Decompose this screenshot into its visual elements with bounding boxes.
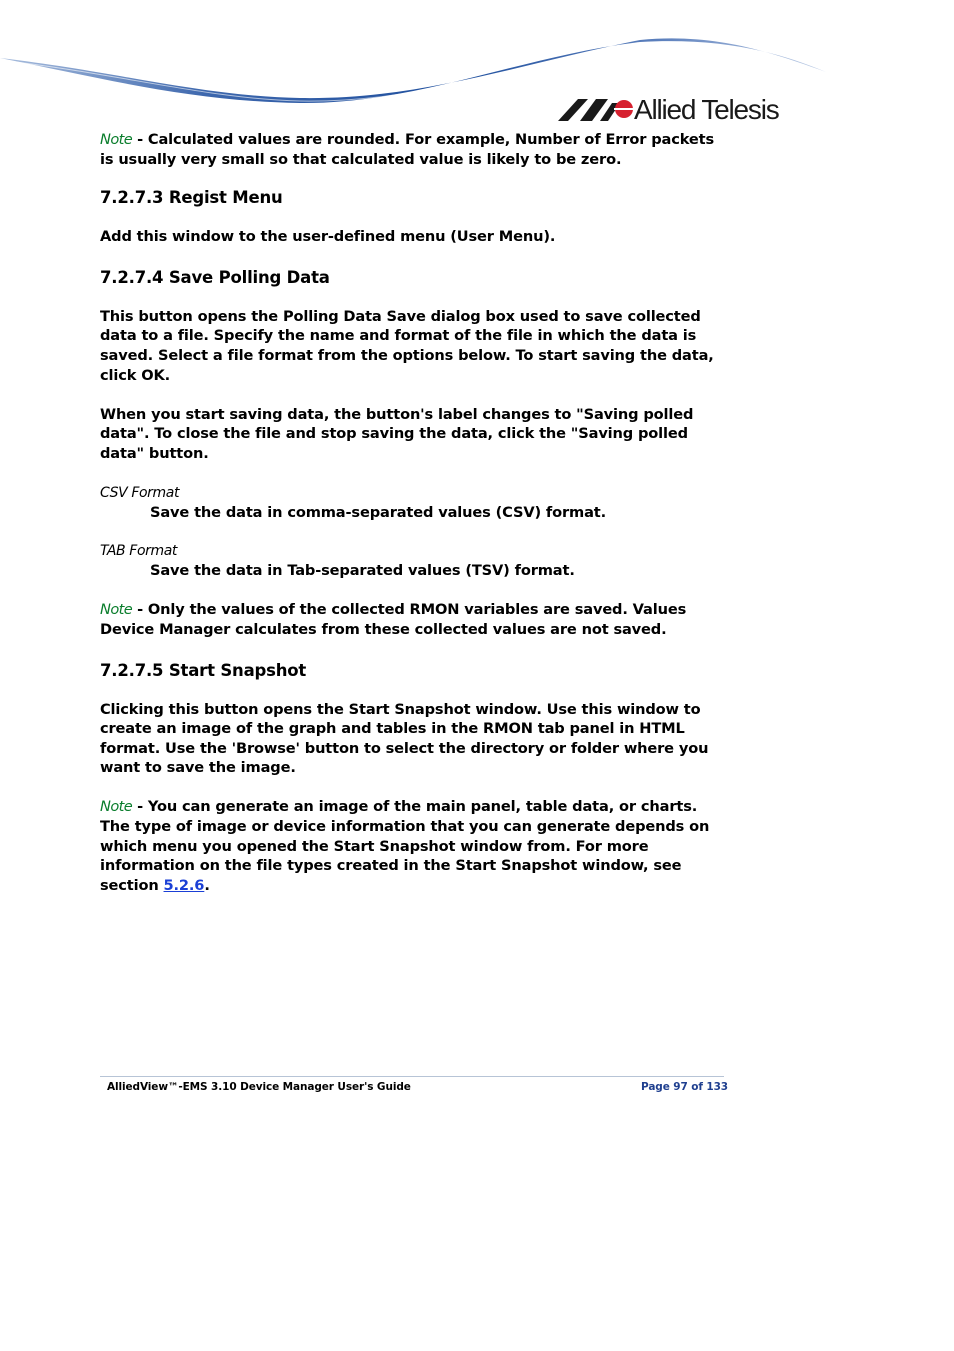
def-tab-format: Save the data in Tab-separated values (TSV) format. xyxy=(150,562,575,580)
footer-divider xyxy=(100,1076,724,1077)
header-swoosh-decoration xyxy=(0,0,954,110)
heading-start-snapshot: 7.2.7.5 Start Snapshot xyxy=(100,660,307,680)
note-end: . xyxy=(204,876,210,894)
note-snapshot-image xyxy=(100,797,725,895)
note-text: - You can generate an image of the main panel, table data, or charts. The type of image or device information that you can generate depends on which menu you opened the Start Snapshot window from. For more information on the file types created in the Start Snapshot window, see section xyxy=(100,798,710,894)
regist-menu-body: Add this window to the user-defined menu (User Menu). xyxy=(100,228,556,246)
footer-page-number: Page 97 of 133 xyxy=(641,1081,729,1093)
heading-save-polling-data: 7.2.7.4 Save Polling Data xyxy=(100,267,330,287)
note-label: Note xyxy=(100,798,133,816)
section-link-5-2-6[interactable]: 5.2.6 xyxy=(163,876,205,894)
note-rmon-values xyxy=(100,600,725,639)
note-text: - Calculated values are rounded. For example, Number of Error packets is usually very small so that calculated value is likely to be zero. xyxy=(100,131,714,168)
note-label: Note xyxy=(100,131,133,148)
save-polling-para-2: When you start saving data, the button's label changes to "Saving polled data". To close the file and stop saving the data, click the "Saving polled data" button. xyxy=(100,405,694,462)
start-snapshot-para-1: Clicking this button opens the Start Snapshot window. Use this window to create an image of the graph and tables in the RMON tab panel in HTML format. Use the 'Browse' button to select the directory or folder where you want to save the image. xyxy=(100,700,709,777)
note-text: - Only the values of the collected RMON variables are saved. Values Device Manager calculates from these collected values are not saved. xyxy=(100,601,687,638)
term-csv-format: CSV Format xyxy=(100,484,180,501)
heading-regist-menu: 7.2.7.3 Regist Menu xyxy=(100,188,283,208)
save-polling-para-1: This button opens the Polling Data Save dialog box used to save collected data to a file. Specify the name and format of the file in which the data is saved. Select a file format from the options below. To start saving the data, click OK. xyxy=(100,307,714,384)
note-calculated-values xyxy=(100,130,725,169)
def-csv-format: Save the data in comma-separated values (CSV) format. xyxy=(150,503,607,521)
brand-name: Allied Telesis xyxy=(634,94,779,125)
note-label: Note xyxy=(100,601,133,619)
footer-document-title: AlliedView™-EMS 3.10 Device Manager User's Guide xyxy=(107,1081,411,1093)
term-tab-format: TAB Format xyxy=(100,543,177,560)
page-content xyxy=(100,130,725,895)
